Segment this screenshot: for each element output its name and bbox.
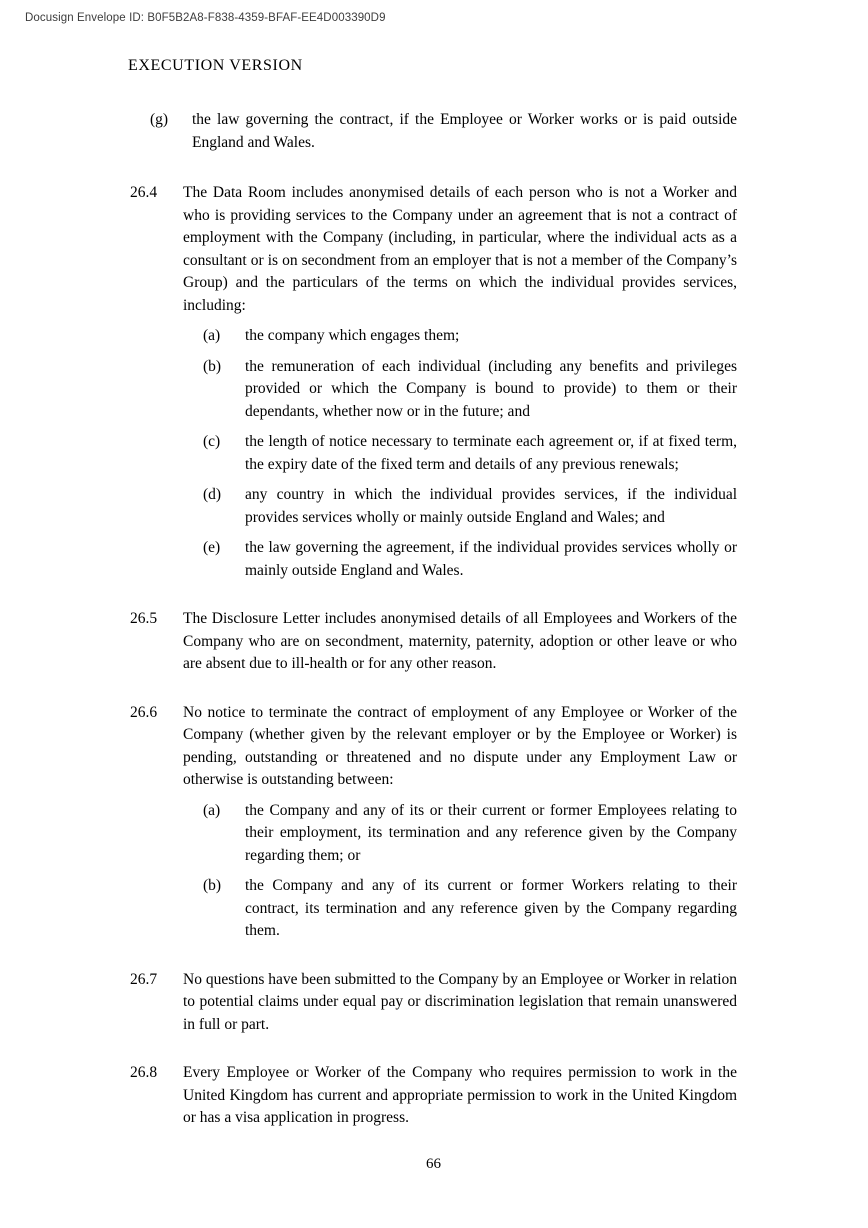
clause-26-5 bbox=[130, 608, 737, 676]
subitem-text: the Company and any of its or their current or former Employees relating to their employment, its termination and any reference given by the Company regarding them; or bbox=[245, 801, 737, 864]
clause-number: 26.6 bbox=[130, 703, 158, 721]
clause-number: 26.7 bbox=[130, 970, 158, 988]
subitem-e bbox=[203, 537, 737, 582]
clause-number: 26.8 bbox=[130, 1064, 158, 1081]
clause-text: The Disclosure Letter includes anonymised details of all Employees and Workers of the Company who are on secondment, maternity, paternity, adoption or other leave or who are absent due to ill-health or for any other reason. bbox=[183, 610, 737, 672]
clause-26-4 bbox=[130, 182, 737, 582]
subitem-text: the law governing the agreement, if the individual provides services wholly or mainly outside England and Wales. bbox=[245, 539, 737, 579]
subitem-d bbox=[203, 484, 737, 529]
subitem-a bbox=[203, 800, 737, 868]
subitem-b bbox=[203, 356, 737, 424]
subitem-a bbox=[203, 325, 737, 348]
subitem-label: (b) bbox=[203, 357, 222, 375]
clause-number: 26.4 bbox=[130, 184, 158, 201]
clause-text: No questions have been submitted to the Company by an Employee or Worker in relation to potential claims under equal pay or discrimination legislation that remain unanswered in full or part. bbox=[183, 970, 737, 1033]
subitem-label: (g) bbox=[150, 111, 169, 128]
subitem-text: any country in which the individual provides services, if the individual provides services wholly or mainly outside England and Wales; and bbox=[245, 486, 737, 526]
subitem-b bbox=[203, 875, 737, 943]
clause-text: Every Employee or Worker of the Company who requires permission to work in the United Kingdom has current and appropriate permission to work in the United Kingdom or has a visa application in progress. bbox=[183, 1064, 737, 1126]
subitem-g bbox=[150, 109, 737, 154]
page-title: EXECUTION VERSION bbox=[128, 57, 303, 74]
subitem-list bbox=[183, 800, 737, 943]
subitem-c bbox=[203, 431, 737, 476]
subitem-label: (e) bbox=[203, 539, 221, 556]
subitem-label: (d) bbox=[203, 486, 222, 503]
subitem-text: the law governing the contract, if the Employee or Worker works or is paid outside England and Wales. bbox=[192, 111, 737, 151]
subitem-text: the remuneration of each individual (including any benefits and privileges provided or which the Company is bound to provide) to them or their dependants, whether now or in the future; and bbox=[245, 357, 737, 420]
clause-26-6 bbox=[130, 702, 737, 943]
clause-text: No notice to terminate the contract of employment of any Employee or Worker of the Company (whether given by the relevant employer or by the Employee or Worker) is pending, outstanding or threatened and no dispute under any Employment Law or otherwise is outstanding between: bbox=[183, 703, 737, 788]
clause-26-7 bbox=[130, 969, 737, 1037]
subitem-list bbox=[183, 325, 737, 582]
page-number: 66 bbox=[426, 1155, 441, 1172]
subitem-text: the Company and any of its current or former Workers relating to their contract, its termination and any reference given by the Company regarding them. bbox=[245, 877, 737, 939]
clause-continuation bbox=[130, 109, 737, 154]
subitem-label: (a) bbox=[203, 327, 221, 344]
clause-text: The Data Room includes anonymised details of each person who is not a Worker and who is providing services to the Company under an agreement that is not a contract of employment with the Company (including, in particular, where the individual acts as a consultant or is on secondment from an employer that is not a member of the Company’s Group) and the particulars of the terms on which the individual provides services, including: bbox=[183, 184, 737, 314]
subitem-text: the company which engages them; bbox=[245, 327, 460, 344]
subitem-label: (a) bbox=[203, 801, 221, 819]
document-body bbox=[130, 57, 737, 1173]
subitem-label: (c) bbox=[203, 433, 221, 450]
clause-number: 26.5 bbox=[130, 610, 158, 627]
subitem-label: (b) bbox=[203, 877, 222, 894]
clause-26-8 bbox=[130, 1062, 737, 1130]
subitem-text: the length of notice necessary to terminate each agreement or, if at fixed term, the expiry date of the fixed term and details of any previous renewals; bbox=[245, 433, 737, 473]
docusign-envelope-id: Docusign Envelope ID: B0F5B2A8-F838-4359-BFAF-EE4D003390D9 bbox=[25, 12, 386, 24]
